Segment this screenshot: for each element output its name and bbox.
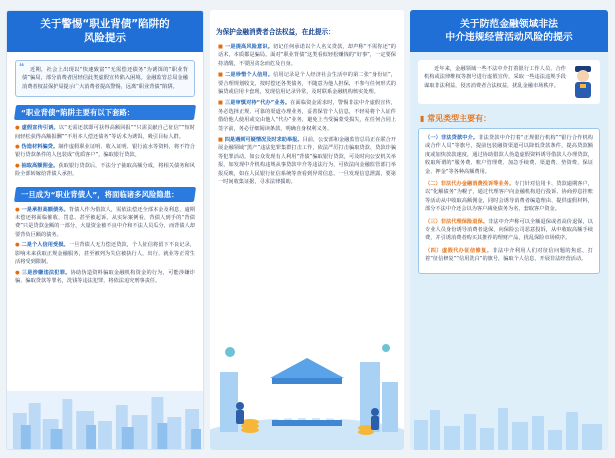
left-intro-box [15, 60, 195, 97]
list-item: ● 二是个人信用受损。一旦背债人无力偿还贷款，个人征信将留下不良记录，影响未来获取正规金融服务，甚至被列为失信被执行人，出行、就业等正常生活将受到限制。 [15, 242, 195, 266]
list-item: （四）虚假代办征信修复。非法中介利用人们对征信问题的焦虑，打着“征信修复”“信用洗白”的旗号，骗取个人信息，开展非法经营活动。 [425, 247, 593, 263]
list-item: ■ 三是审慎对待“代办”业务。在面临资金需求时，警惕非法中介虚假宣传，务必选择正规、可靠的渠道办理业务，妥善保管个人信息，不轻易将个人证件借给他人使用或交由他人“代办”业务，避免上当受骗蒙受损失，在任何合同上签字前，务必仔细阅读条款，明确自身权利义务。 [218, 100, 396, 132]
left-section1-body [15, 124, 195, 178]
bookmark-icon: ▮ [420, 114, 428, 123]
middle-body [218, 43, 396, 187]
left-panel-title: 关于警惕“职业背债”陷阱的 风险提示 [7, 11, 203, 52]
right-subtitle: ▮ 常见类型主要有： [420, 114, 492, 123]
list-item: ■ 一是提高风险意识。切记任何承诺以个人名义贷款，却声称“不需你还”的话术，本质都是骗局。面对“职业背债”这类看似轻松赚钱的“好事”，一定要保持清醒，不要因贪念而危及自身。 [218, 44, 396, 67]
list-item: ● 抽取高额佣金。获取银行贷款后，不法分子抽取高额分成，将相关债务和风险全部转嫁给背债人承担。 [15, 162, 195, 178]
quote-icon: ❝ [19, 62, 25, 73]
middle-title: 为保护金融消费者合法权益，在此提示： [216, 28, 335, 36]
list-item: （一）非法贷款中介。非法贷款中介打着“正规银行机构”“银行合作机构或合作人员”等旗号，提前包装融资渠道可以降低贷款条件，提高贷款额度或加快放款速度，通过协助借款人伪造虚假资料诱导借款人办理贷款，收取所谓的“服务费、账户管理费、加急手续费、渠道费、垫资费、保证金、押金”等各种高额费用。 [425, 135, 593, 175]
list-item: ● 一是承担高额债务。背债人作为借款人，需依法偿还全部本金及利息，逾期未偿还将面临催收、罚息、甚至被起诉。从实际案例看，背债人到手的“背债费”只是贷款金额的一部分，大量资金被不良中介和不法人员瓜分，而背债人却要背负巨额的债务。 [15, 206, 195, 238]
bank-city-illustration [210, 332, 404, 450]
right-intro-box [418, 60, 600, 104]
left-panel [6, 10, 204, 450]
list-item: （三）非法代理保险退保。非法中介声称可以全额退保或者高价退保，以专业人员身份诱导消费者退保，向保险公司恶意投诉，从中收取高额手续费，并引诱消费者购买其推荐的理财产品，扰乱保险市场秩序。 [425, 218, 593, 242]
right-types-box [418, 128, 600, 274]
list-item: ● 三是涉嫌违法犯罪。协助伪造资料骗取金融机构资金的行为，可能涉嫌诈骗、骗取贷款等罪名，洗钱等违法犯罪，将依法追究刑事责任。 [15, 269, 195, 284]
left-section2-body [15, 206, 195, 286]
city-skyline-illustration [410, 402, 608, 450]
left-intro-text: 近期，社会上出现以“快速致富”“无需偿还债务”为诱饵的“职业背债”骗局，部分消费者因轻信此类虚假宣传陷入困境。金融监管总局金融消费者权益保护局提示广大消费者提高警惕，远离“职业背债”陷阱。 [22, 67, 188, 90]
left-section2-title: 一旦成为“职业背债人”，将面临诸多风险隐患： [14, 187, 196, 202]
city-skyline-illustration [7, 391, 203, 449]
right-panel [410, 10, 608, 450]
list-item: ● 伪造材料骗贷。制作虚假职业证明、收入证明、银行流水等资料，将不符合银行贷款条件的人包装成“优质客户”，骗取银行贷款。 [15, 144, 195, 159]
list-item: ■ 二是珍惜个人信用。信用记录是个人经济社会生活中的第二张“身份证”，要合理规划收支，按时偿还各类债务，不随意为他人担保，不参与任何形式的骗贷或信用卡套现，发现信用记录异常，及时联系金融机构核实处理。 [218, 72, 396, 96]
right-intro-text: 近年来，金融领域一些不法中介打着银行工作人员、合作机构或法律维权等旗号进行虚假宣传，采取一些违法违规手段谋取非法利益，侵害消费者合法权益，扰乱金融市场秩序。 [424, 66, 566, 89]
left-section1-title: “职业背债”陷阱主要有以下套路： [14, 105, 196, 120]
list-item: ● 虚假宣传引诱。以“无需还款即可获得高额回报”“只需贡献自己征信”“短时间轻松获得高额报酬”“不用本人偿还债务”等话术为诱饵，吸引目标人群。 [15, 125, 195, 140]
list-item: ■ 四是遇到可疑情况及时求助举报。目前，公安部和金融监管总局正在联合开展金融领域“黑产”违法犯罪集群打击工作，依法严厉打击骗取贷款、贷款诈骗等犯罪活动。如公众发现有人利用“背债”骗取银行贷款，可及时向公安机关举报，如发现中介机构违规从事贷款中介等违法行为，可依法向金融监管部门举报反映，如在人民银行征信系统等查看到异常信息，一旦发现信息泄露，要第一时间收集证据，寻求法律援助。 [218, 137, 396, 186]
middle-panel [210, 10, 404, 450]
list-item: （二）非法代办金融消费投诉等业务。专门针对信用卡、贷款逾期客户，以“化解债务”为幌子，通过代理客户向金融机构进行投诉、协商停息挂账等活动从中收取高额佣金，同时会诱导消费者编造理由、提供虚假材料，部分不法中介还会以为客户减免债务为名，套取客户资金。 [425, 181, 593, 213]
police-officer-icon [568, 62, 598, 102]
right-panel-title: 关于防范金融领域非法 中介违规经营活动风险的提示 [410, 10, 608, 52]
